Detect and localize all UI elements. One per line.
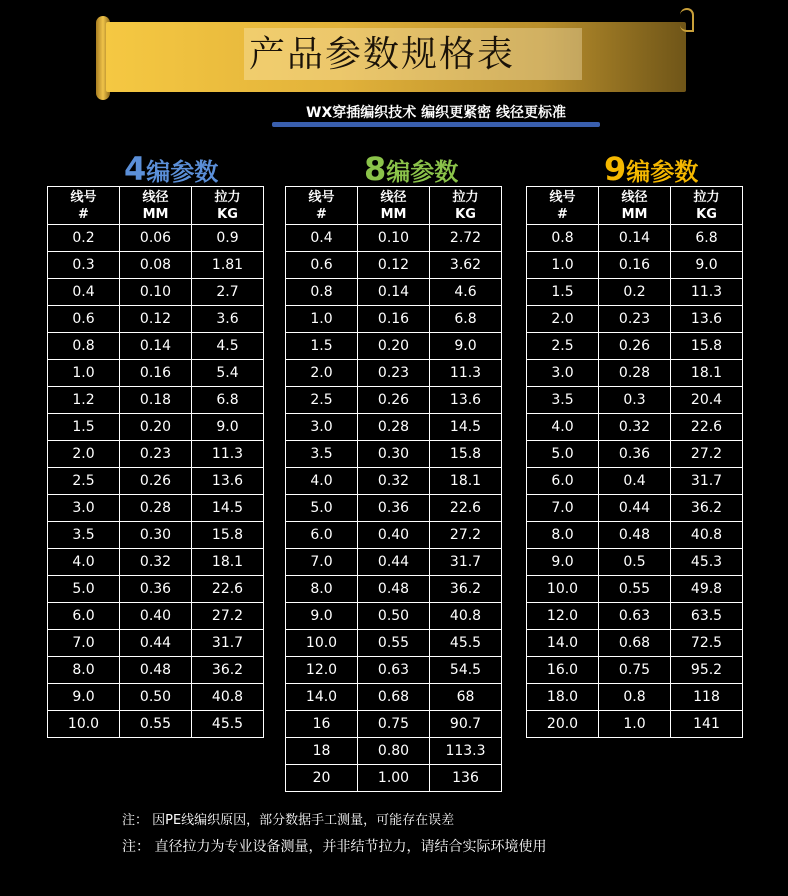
table-row [286,576,502,603]
line-no-cell: 2.5 [48,468,120,495]
table-row [48,657,264,684]
diameter-cell: 0.20 [358,333,430,360]
table-row [48,387,264,414]
table-row [48,549,264,576]
table-row [286,252,502,279]
line-no-cell: 1.0 [48,360,120,387]
strength-cell: 45.3 [671,549,743,576]
header-diameter [358,187,430,225]
strength-cell: 36.2 [192,657,264,684]
strength-cell: 40.8 [192,684,264,711]
diameter-cell: 0.48 [358,576,430,603]
diameter-cell: 0.26 [120,468,192,495]
line-no-cell: 0.4 [286,225,358,252]
table-row [527,414,743,441]
header-strength [192,187,264,225]
table-row [48,252,264,279]
spec-table-8 [285,186,502,792]
table-header-row [286,187,502,225]
diameter-cell: 0.28 [358,414,430,441]
diameter-cell: 0.50 [120,684,192,711]
diameter-cell: 0.36 [599,441,671,468]
line-no-cell: 9.0 [286,603,358,630]
header-label: 线号 [308,189,335,205]
table-row [286,360,502,387]
strength-cell: 2.7 [192,279,264,306]
subtitle-underline [272,122,600,127]
line-no-cell: 8.0 [527,522,599,549]
strength-cell: 20.4 [671,387,743,414]
table-row [527,603,743,630]
strength-cell: 5.4 [192,360,264,387]
section-suffix: 编参数 [386,158,459,186]
diameter-cell: 0.36 [120,576,192,603]
diameter-cell: 0.63 [358,657,430,684]
strength-cell: 13.6 [430,387,502,414]
line-no-cell: 4.0 [48,549,120,576]
diameter-cell: 0.55 [599,576,671,603]
table-row [527,441,743,468]
diameter-cell: 0.63 [599,603,671,630]
scroll-curl-right [680,8,694,32]
line-no-cell: 0.8 [48,333,120,360]
diameter-cell: 0.16 [120,360,192,387]
table-row [527,468,743,495]
line-no-cell: 4.0 [527,414,599,441]
line-no-cell: 2.5 [527,333,599,360]
table-row [527,711,743,738]
header-unit: KG [217,206,238,222]
line-no-cell: 8.0 [48,657,120,684]
diameter-cell: 0.14 [599,225,671,252]
table-row [527,630,743,657]
header-label: 线号 [70,189,97,205]
table-row [286,306,502,333]
table-row [48,522,264,549]
line-no-cell: 0.8 [527,225,599,252]
diameter-cell: 0.8 [599,684,671,711]
diameter-cell: 0.40 [120,603,192,630]
subtitle: WX穿插编织技术 编织更紧密 线径更标准 [306,105,566,121]
strength-cell: 6.8 [430,306,502,333]
line-no-cell: 0.6 [286,252,358,279]
diameter-cell: 1.00 [358,765,430,792]
line-no-cell: 0.6 [48,306,120,333]
strength-cell: 63.5 [671,603,743,630]
header-diameter [120,187,192,225]
table-row [527,495,743,522]
line-no-cell: 6.0 [286,522,358,549]
table-row [286,387,502,414]
note-2: 注： 直径拉力为专业设备测量，并非结节拉力，请结合实际环境使用 [122,839,547,855]
strength-cell: 18.1 [430,468,502,495]
table-row [286,414,502,441]
header-unit: # [557,206,568,222]
diameter-cell: 0.55 [358,630,430,657]
strength-cell: 9.0 [192,414,264,441]
line-no-cell: 8.0 [286,576,358,603]
strength-cell: 14.5 [430,414,502,441]
line-no-cell: 3.5 [527,387,599,414]
diameter-cell: 0.80 [358,738,430,765]
strength-cell: 68 [430,684,502,711]
diameter-cell: 0.44 [599,495,671,522]
header-unit: MM [142,206,169,222]
strength-cell: 15.8 [192,522,264,549]
diameter-cell: 0.16 [599,252,671,279]
table-row [48,684,264,711]
table-header-row [48,187,264,225]
strength-cell: 4.5 [192,333,264,360]
table-row [527,306,743,333]
table-row [48,576,264,603]
diameter-cell: 0.3 [599,387,671,414]
strength-cell: 36.2 [671,495,743,522]
strength-cell: 54.5 [430,657,502,684]
table-row [286,495,502,522]
table-row [48,711,264,738]
line-no-cell: 1.5 [48,414,120,441]
table-row [286,711,502,738]
line-no-cell: 5.0 [527,441,599,468]
table-row [527,576,743,603]
diameter-cell: 0.08 [120,252,192,279]
diameter-cell: 0.40 [358,522,430,549]
strength-cell: 13.6 [192,468,264,495]
section-number: 9 [604,150,627,188]
table-row [286,225,502,252]
section-number: 8 [364,150,387,188]
line-no-cell: 3.0 [286,414,358,441]
page-title: 产品参数规格表 [248,34,515,75]
diameter-cell: 0.28 [599,360,671,387]
table-row [527,279,743,306]
table-row [286,684,502,711]
header-line-no [286,187,358,225]
table-row [286,522,502,549]
line-no-cell: 0.4 [48,279,120,306]
diameter-cell: 0.4 [599,468,671,495]
strength-cell: 113.3 [430,738,502,765]
line-no-cell: 5.0 [286,495,358,522]
header-unit: KG [455,206,476,222]
header-label: 线径 [621,189,648,205]
strength-cell: 2.72 [430,225,502,252]
diameter-cell: 0.26 [599,333,671,360]
strength-cell: 6.8 [192,387,264,414]
diameter-cell: 0.20 [120,414,192,441]
line-no-cell: 16.0 [527,657,599,684]
strength-cell: 36.2 [430,576,502,603]
strength-cell: 95.2 [671,657,743,684]
table-row [48,414,264,441]
header-label: 线径 [142,189,169,205]
header-unit: KG [696,206,717,222]
line-no-cell: 1.5 [527,279,599,306]
table-row [286,603,502,630]
strength-cell: 11.3 [192,441,264,468]
section-title-8 [364,150,458,186]
line-no-cell: 14.0 [527,630,599,657]
header-line-no [527,187,599,225]
header-line-no [48,187,120,225]
header-label: 拉力 [214,189,241,205]
diameter-cell: 0.18 [120,387,192,414]
strength-cell: 72.5 [671,630,743,657]
header-label: 线号 [549,189,576,205]
table-header-row [527,187,743,225]
table-row [286,279,502,306]
strength-cell: 18.1 [671,360,743,387]
line-no-cell: 14.0 [286,684,358,711]
diameter-cell: 0.36 [358,495,430,522]
diameter-cell: 0.5 [599,549,671,576]
diameter-cell: 0.06 [120,225,192,252]
strength-cell: 27.2 [430,522,502,549]
line-no-cell: 3.5 [286,441,358,468]
strength-cell: 11.3 [430,360,502,387]
line-no-cell: 3.0 [527,360,599,387]
section-suffix: 编参数 [626,158,699,186]
strength-cell: 13.6 [671,306,743,333]
diameter-cell: 0.44 [358,549,430,576]
line-no-cell: 7.0 [527,495,599,522]
strength-cell: 15.8 [430,441,502,468]
diameter-cell: 0.14 [120,333,192,360]
strength-cell: 31.7 [671,468,743,495]
table-row [286,738,502,765]
strength-cell: 31.7 [192,630,264,657]
strength-cell: 4.6 [430,279,502,306]
strength-cell: 45.5 [430,630,502,657]
table-row [527,684,743,711]
header-strength [671,187,743,225]
diameter-cell: 0.68 [599,630,671,657]
line-no-cell: 0.3 [48,252,120,279]
table-row [286,657,502,684]
strength-cell: 6.8 [671,225,743,252]
line-no-cell: 9.0 [48,684,120,711]
header-unit: MM [621,206,648,222]
table-row [286,441,502,468]
table-row [527,225,743,252]
strength-cell: 1.81 [192,252,264,279]
table-row [48,468,264,495]
section-title-9 [604,150,698,186]
line-no-cell: 10.0 [48,711,120,738]
section-suffix: 编参数 [146,158,219,186]
line-no-cell: 1.2 [48,387,120,414]
strength-cell: 9.0 [430,333,502,360]
table-row [527,333,743,360]
header-unit: # [316,206,327,222]
table-row [48,630,264,657]
strength-cell: 27.2 [671,441,743,468]
diameter-cell: 0.23 [120,441,192,468]
diameter-cell: 0.48 [120,657,192,684]
diameter-cell: 0.10 [358,225,430,252]
table-row [286,630,502,657]
line-no-cell: 6.0 [48,603,120,630]
strength-cell: 27.2 [192,603,264,630]
spec-table-4 [47,186,264,738]
strength-cell: 22.6 [192,576,264,603]
table-row [286,549,502,576]
line-no-cell: 20.0 [527,711,599,738]
diameter-cell: 0.30 [120,522,192,549]
line-no-cell: 7.0 [48,630,120,657]
strength-cell: 22.6 [430,495,502,522]
table-row [48,333,264,360]
strength-cell: 118 [671,684,743,711]
diameter-cell: 0.44 [120,630,192,657]
line-no-cell: 5.0 [48,576,120,603]
line-no-cell: 18.0 [527,684,599,711]
table-row [286,333,502,360]
line-no-cell: 6.0 [527,468,599,495]
line-no-cell: 7.0 [286,549,358,576]
strength-cell: 3.6 [192,306,264,333]
section-number: 4 [124,150,147,188]
line-no-cell: 10.0 [286,630,358,657]
strength-cell: 141 [671,711,743,738]
line-no-cell: 2.0 [286,360,358,387]
diameter-cell: 0.30 [358,441,430,468]
diameter-cell: 0.2 [599,279,671,306]
line-no-cell: 10.0 [527,576,599,603]
line-no-cell: 9.0 [527,549,599,576]
diameter-cell: 0.14 [358,279,430,306]
line-no-cell: 2.0 [527,306,599,333]
diameter-cell: 0.75 [358,711,430,738]
table-row [48,279,264,306]
diameter-cell: 0.12 [120,306,192,333]
strength-cell: 9.0 [671,252,743,279]
line-no-cell: 1.0 [286,306,358,333]
table-row [527,252,743,279]
strength-cell: 22.6 [671,414,743,441]
diameter-cell: 0.50 [358,603,430,630]
diameter-cell: 0.75 [599,657,671,684]
section-title-4 [124,150,218,186]
header-label: 拉力 [693,189,720,205]
line-no-cell: 12.0 [286,657,358,684]
table-row [527,522,743,549]
diameter-cell: 0.28 [120,495,192,522]
strength-cell: 90.7 [430,711,502,738]
line-no-cell: 18 [286,738,358,765]
line-no-cell: 3.0 [48,495,120,522]
header-unit: MM [380,206,407,222]
line-no-cell: 0.8 [286,279,358,306]
diameter-cell: 0.10 [120,279,192,306]
table-row [48,306,264,333]
diameter-cell: 0.48 [599,522,671,549]
table-row [527,360,743,387]
diameter-cell: 0.12 [358,252,430,279]
line-no-cell: 4.0 [286,468,358,495]
strength-cell: 18.1 [192,549,264,576]
strength-cell: 31.7 [430,549,502,576]
strength-cell: 45.5 [192,711,264,738]
header-label: 线径 [380,189,407,205]
diameter-cell: 0.23 [358,360,430,387]
diameter-cell: 0.16 [358,306,430,333]
header-strength [430,187,502,225]
strength-cell: 40.8 [430,603,502,630]
title-banner [96,8,694,98]
table-row [48,360,264,387]
diameter-cell: 0.68 [358,684,430,711]
line-no-cell: 1.0 [527,252,599,279]
line-no-cell: 1.5 [286,333,358,360]
table-row [48,603,264,630]
line-no-cell: 0.2 [48,225,120,252]
line-no-cell: 3.5 [48,522,120,549]
strength-cell: 136 [430,765,502,792]
diameter-cell: 0.26 [358,387,430,414]
table-row [527,657,743,684]
strength-cell: 11.3 [671,279,743,306]
strength-cell: 15.8 [671,333,743,360]
diameter-cell: 1.0 [599,711,671,738]
strength-cell: 3.62 [430,252,502,279]
strength-cell: 0.9 [192,225,264,252]
spec-table-9 [526,186,743,738]
table-row [286,765,502,792]
line-no-cell: 12.0 [527,603,599,630]
table-row [48,441,264,468]
table-row [286,468,502,495]
table-row [527,387,743,414]
diameter-cell: 0.55 [120,711,192,738]
line-no-cell: 20 [286,765,358,792]
table-row [48,495,264,522]
line-no-cell: 2.5 [286,387,358,414]
line-no-cell: 2.0 [48,441,120,468]
header-label: 拉力 [452,189,479,205]
line-no-cell: 16 [286,711,358,738]
diameter-cell: 0.23 [599,306,671,333]
strength-cell: 40.8 [671,522,743,549]
header-diameter [599,187,671,225]
diameter-cell: 0.32 [358,468,430,495]
note-1: 注： 因PE线编织原因，部分数据手工测量，可能存在误差 [122,813,455,828]
table-row [527,549,743,576]
diameter-cell: 0.32 [120,549,192,576]
strength-cell: 49.8 [671,576,743,603]
header-unit: # [78,206,89,222]
diameter-cell: 0.32 [599,414,671,441]
table-row [48,225,264,252]
strength-cell: 14.5 [192,495,264,522]
